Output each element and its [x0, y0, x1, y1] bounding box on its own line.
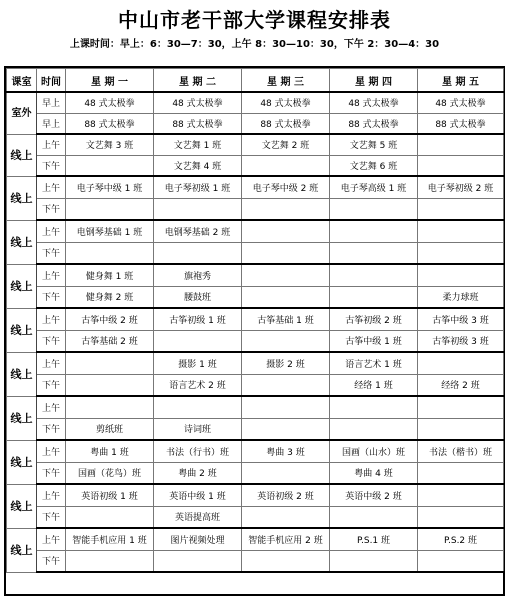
course-cell: 古筝中级 2 班 [66, 308, 154, 330]
course-cell: 古筝初级 2 班 [330, 308, 418, 330]
course-cell: 粤曲 1 班 [66, 440, 154, 462]
course-cell: 书法（楷书）班 [418, 440, 504, 462]
course-cell [154, 242, 242, 264]
course-cell [418, 418, 504, 440]
course-cell [154, 550, 242, 572]
course-cell [330, 550, 418, 572]
course-cell [330, 396, 418, 418]
course-cell: 粤曲 4 班 [330, 462, 418, 484]
schedule-row [7, 176, 504, 198]
course-cell: 48 式太极拳 [154, 92, 242, 113]
course-cell: 摄影 1 班 [154, 352, 242, 374]
course-cell: P.S.1 班 [330, 528, 418, 550]
course-cell [418, 242, 504, 264]
schedule-row [7, 374, 504, 396]
course-cell [418, 550, 504, 572]
course-cell: 图片视频处理 [154, 528, 242, 550]
course-cell: 88 式太极拳 [330, 113, 418, 134]
time-cell: 上午 [37, 440, 66, 462]
course-cell [242, 550, 330, 572]
course-cell: 智能手机应用 2 班 [242, 528, 330, 550]
course-cell [242, 330, 330, 352]
course-cell [242, 374, 330, 396]
course-cell [154, 396, 242, 418]
course-cell: 48 式太极拳 [418, 92, 504, 113]
schedule-row [7, 155, 504, 176]
course-cell [330, 264, 418, 286]
course-cell: 旗袍秀 [154, 264, 242, 286]
course-cell [154, 198, 242, 220]
course-cell: 古筝初级 1 班 [154, 308, 242, 330]
course-cell [418, 352, 504, 374]
course-cell: 48 式太极拳 [242, 92, 330, 113]
schedule-row [7, 198, 504, 220]
course-cell [242, 286, 330, 308]
course-cell: 古筝中级 3 班 [418, 308, 504, 330]
course-cell: 诗词班 [154, 418, 242, 440]
room-cell: 线上 [7, 220, 37, 264]
room-cell: 线上 [7, 308, 37, 352]
room-cell: 线上 [7, 264, 37, 308]
course-cell [330, 506, 418, 528]
course-cell: 健身舞 1 班 [66, 264, 154, 286]
course-cell: 经络 1 班 [330, 374, 418, 396]
course-cell: 电钢琴基础 1 班 [66, 220, 154, 242]
schedule-row [7, 352, 504, 374]
schedule-row [7, 242, 504, 264]
course-cell: 语言艺术 1 班 [330, 352, 418, 374]
schedule-table [6, 68, 504, 573]
course-cell: 文艺舞 5 班 [330, 134, 418, 155]
course-cell [66, 352, 154, 374]
course-cell [330, 198, 418, 220]
course-cell: 电子琴高级 1 班 [330, 176, 418, 198]
course-cell [418, 484, 504, 506]
schedule-row [7, 330, 504, 352]
course-cell [330, 220, 418, 242]
time-cell: 上午 [37, 308, 66, 330]
course-cell [242, 396, 330, 418]
schedule-row [7, 418, 504, 440]
schedule-row [7, 484, 504, 506]
header-thursday: 星 期 四 [330, 69, 418, 93]
course-cell: 语言艺术 2 班 [154, 374, 242, 396]
course-cell: 英语初级 2 班 [242, 484, 330, 506]
course-cell: 文艺舞 2 班 [242, 134, 330, 155]
time-cell: 上午 [37, 264, 66, 286]
page-title: 中山市老干部大学课程安排表 [118, 8, 391, 32]
schedule-row [7, 462, 504, 484]
header-wednesday: 星 期 三 [242, 69, 330, 93]
course-cell: P.S.2 班 [418, 528, 504, 550]
course-cell [242, 264, 330, 286]
time-cell: 下午 [37, 330, 66, 352]
course-cell: 88 式太极拳 [418, 113, 504, 134]
course-cell [242, 462, 330, 484]
course-cell: 古筝中级 1 班 [330, 330, 418, 352]
course-cell [66, 198, 154, 220]
schedule-row [7, 440, 504, 462]
course-cell [418, 155, 504, 176]
course-cell: 腰鼓班 [154, 286, 242, 308]
time-cell: 下午 [37, 286, 66, 308]
course-cell: 英语初级 1 班 [66, 484, 154, 506]
course-cell: 电钢琴基础 2 班 [154, 220, 242, 242]
course-cell [418, 396, 504, 418]
course-cell: 88 式太极拳 [242, 113, 330, 134]
course-cell [242, 242, 330, 264]
course-cell: 古筝基础 2 班 [66, 330, 154, 352]
time-cell: 下午 [37, 550, 66, 572]
course-cell [330, 286, 418, 308]
course-cell [66, 550, 154, 572]
header-monday: 星 期 一 [66, 69, 154, 93]
header-tuesday: 星 期 二 [154, 69, 242, 93]
schedule-row [7, 528, 504, 550]
schedule-row [7, 113, 504, 134]
schedule-row [7, 264, 504, 286]
time-cell: 上午 [37, 484, 66, 506]
schedule-row [7, 286, 504, 308]
time-cell: 下午 [37, 242, 66, 264]
course-cell: 文艺舞 6 班 [330, 155, 418, 176]
course-cell [66, 242, 154, 264]
time-cell: 上午 [37, 396, 66, 418]
course-cell [242, 418, 330, 440]
header-room: 课室 [7, 69, 37, 93]
header-row [7, 69, 504, 93]
course-cell [242, 506, 330, 528]
course-cell [418, 506, 504, 528]
course-cell [66, 396, 154, 418]
class-time-note: 上课时间：早上：6：30—7：30，上午 8：30—10：30，下午 2：30—4：30 [69, 39, 440, 50]
course-cell: 英语提高班 [154, 506, 242, 528]
course-cell: 智能手机应用 1 班 [66, 528, 154, 550]
course-cell [66, 506, 154, 528]
schedule-sheet [4, 66, 505, 596]
course-cell: 88 式太极拳 [66, 113, 154, 134]
course-cell: 电子琴中级 2 班 [242, 176, 330, 198]
course-cell: 健身舞 2 班 [66, 286, 154, 308]
course-cell: 粤曲 3 班 [242, 440, 330, 462]
course-cell [66, 374, 154, 396]
time-cell: 上午 [37, 176, 66, 198]
course-cell [242, 198, 330, 220]
time-cell: 上午 [37, 134, 66, 155]
course-cell: 摄影 2 班 [242, 352, 330, 374]
time-cell: 下午 [37, 155, 66, 176]
room-cell: 线上 [7, 484, 37, 528]
room-cell: 线上 [7, 440, 37, 484]
time-cell: 下午 [37, 506, 66, 528]
schedule-row [7, 396, 504, 418]
course-cell [418, 134, 504, 155]
course-cell [154, 330, 242, 352]
course-cell [66, 155, 154, 176]
time-cell: 下午 [37, 462, 66, 484]
schedule-body [7, 92, 504, 572]
course-cell: 文艺舞 4 班 [154, 155, 242, 176]
room-cell: 室外 [7, 92, 37, 134]
time-cell: 早上 [37, 113, 66, 134]
time-cell: 上午 [37, 220, 66, 242]
room-cell: 线上 [7, 528, 37, 572]
course-cell: 国画（花鸟）班 [66, 462, 154, 484]
header-time: 时间 [37, 69, 66, 93]
time-cell: 上午 [37, 352, 66, 374]
schedule-row [7, 220, 504, 242]
course-cell [418, 264, 504, 286]
time-cell: 下午 [37, 418, 66, 440]
course-cell: 粤曲 2 班 [154, 462, 242, 484]
course-cell: 文艺舞 3 班 [66, 134, 154, 155]
room-cell: 线上 [7, 134, 37, 176]
course-cell [330, 242, 418, 264]
course-cell: 书法（行书）班 [154, 440, 242, 462]
course-cell: 柔力球班 [418, 286, 504, 308]
course-cell [330, 418, 418, 440]
course-cell [242, 155, 330, 176]
course-cell [418, 462, 504, 484]
course-cell: 国画（山水）班 [330, 440, 418, 462]
course-cell [418, 220, 504, 242]
course-cell [418, 198, 504, 220]
course-cell: 经络 2 班 [418, 374, 504, 396]
course-cell: 48 式太极拳 [66, 92, 154, 113]
schedule-row [7, 550, 504, 572]
schedule-row [7, 506, 504, 528]
course-cell: 古筝基础 1 班 [242, 308, 330, 330]
course-cell: 剪纸班 [66, 418, 154, 440]
time-cell: 早上 [37, 92, 66, 113]
time-cell: 下午 [37, 374, 66, 396]
course-cell: 48 式太极拳 [330, 92, 418, 113]
schedule-row [7, 308, 504, 330]
header-friday: 星 期 五 [418, 69, 504, 93]
course-cell: 英语中级 2 班 [330, 484, 418, 506]
course-cell: 文艺舞 1 班 [154, 134, 242, 155]
course-cell: 88 式太极拳 [154, 113, 242, 134]
room-cell: 线上 [7, 396, 37, 440]
course-cell [242, 220, 330, 242]
room-cell: 线上 [7, 352, 37, 396]
room-cell: 线上 [7, 176, 37, 220]
schedule-row [7, 92, 504, 113]
course-cell: 英语中级 1 班 [154, 484, 242, 506]
course-cell: 古筝初级 3 班 [418, 330, 504, 352]
time-cell: 上午 [37, 528, 66, 550]
course-cell: 电子琴初级 2 班 [418, 176, 504, 198]
schedule-row [7, 134, 504, 155]
time-cell: 下午 [37, 198, 66, 220]
course-cell: 电子琴初级 1 班 [154, 176, 242, 198]
course-cell: 电子琴中级 1 班 [66, 176, 154, 198]
